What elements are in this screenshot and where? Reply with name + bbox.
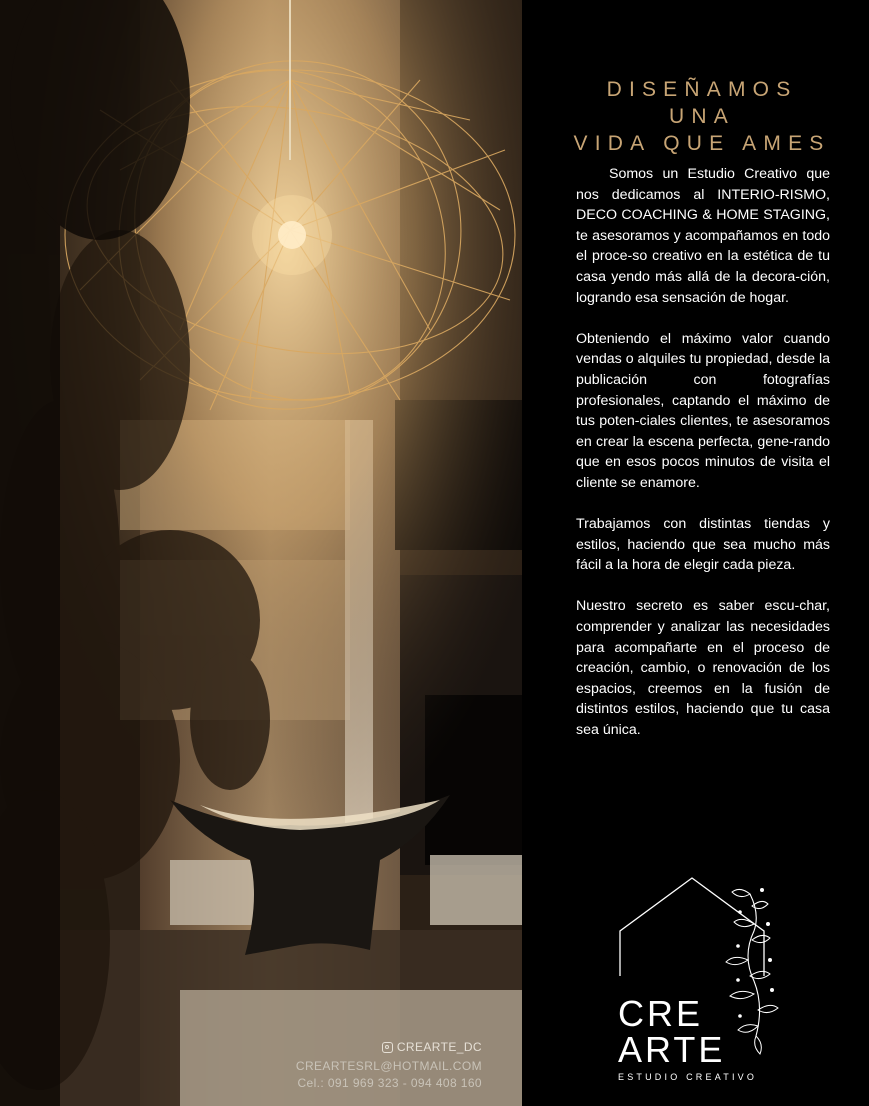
phone-numbers: Cel.: 091 969 323 - 094 408 160	[297, 1076, 482, 1090]
instagram-handle[interactable]	[382, 1039, 482, 1056]
headline	[572, 76, 832, 157]
contact-info	[296, 1039, 482, 1092]
logo-subtitle: ESTUDIO CREATIVO	[618, 1072, 758, 1082]
paragraph-intro: Somos un Estudio Creativo que nos dedicamos al INTERIO-RISMO, DECO COACHING & HOME STAGING, te asesoramos y acompañamos en todo el proce-so creativo en la estética de tu casa yendo más allá de la decora-ción, logrando esa sensación de hogar.	[576, 166, 830, 306]
instagram-handle-text: CREARTE_DC	[396, 1040, 482, 1054]
logo-word-cre: CRE	[618, 993, 704, 1034]
body-text	[576, 164, 830, 761]
headline-line-1: DISEÑAMOS UNA	[606, 78, 798, 128]
paragraph-secret: Nuestro secreto es saber escu-char, comprender y analizar las necesidades para acompañarte en el proceso de creación, cambio, o renovación de los espacios, creemos en la fusión de distintos estilos, haciendo que tu casa sea única.	[576, 598, 830, 739]
paragraph-value: Obteniendo el máximo valor cuando vendas o alquiles tu propiedad, desde la publicación con fotografías profesionales, captando el máximo de tus poten-ciales clientes, te asesoramos en crear la escena perfecta, gene-rando que en esos pocos minutos de visita el cliente se enamore.	[576, 330, 830, 491]
headline-line-2: VIDA QUE AMES	[573, 132, 831, 155]
paragraph-stores: Trabajamos con distintas tiendas y estilos, haciendo que sea mucho más fácil a la hora de elegir cada pieza.	[576, 516, 830, 574]
logo-word-arte: ARTE	[618, 1029, 726, 1070]
crearte-logo	[614, 876, 784, 1086]
email-address[interactable]: CREARTESRL@HOTMAIL.COM	[295, 1059, 482, 1073]
instagram-icon	[382, 1042, 393, 1053]
